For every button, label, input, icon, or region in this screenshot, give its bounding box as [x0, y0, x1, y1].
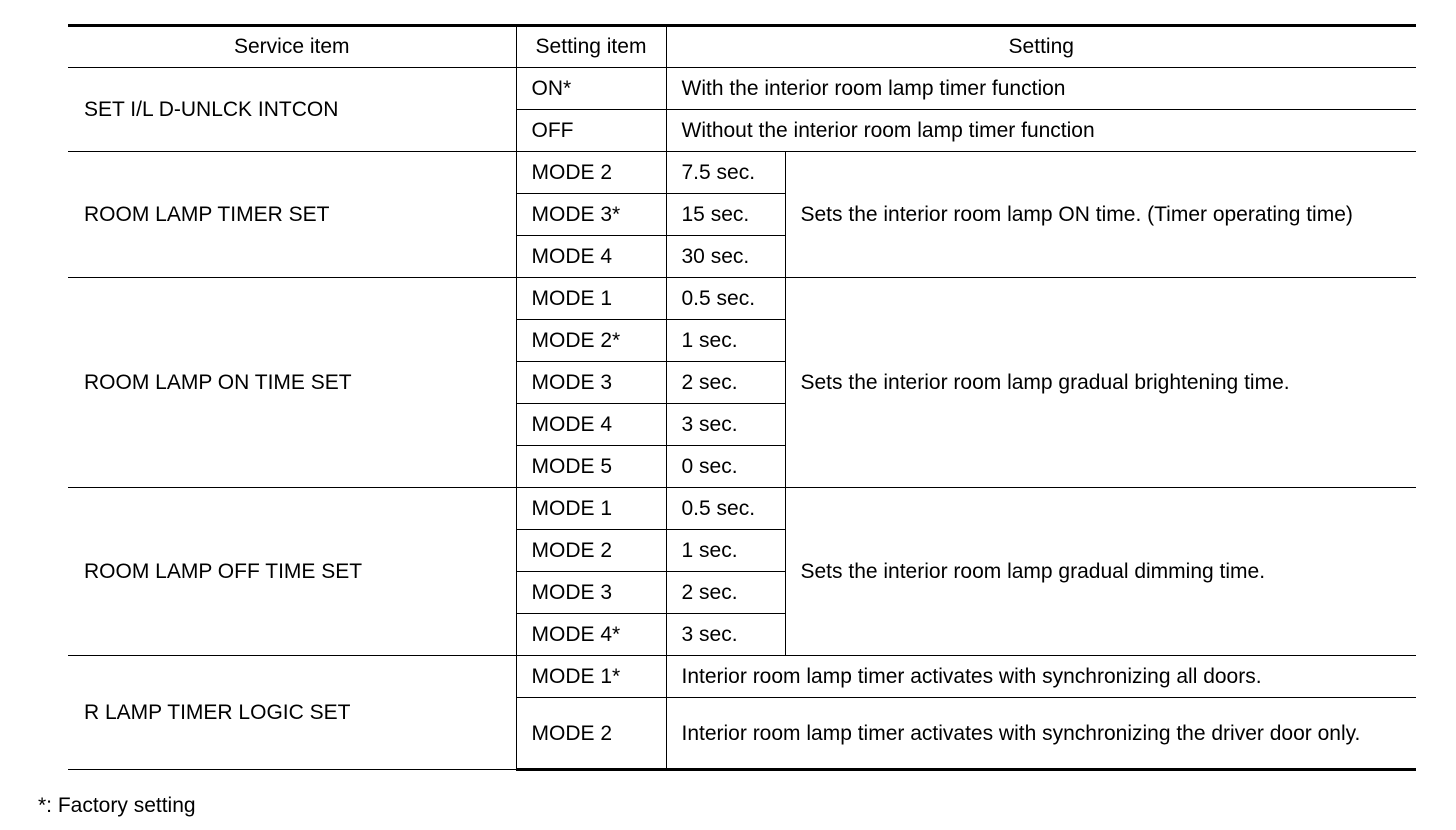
setting-item-cell: MODE 4*: [516, 614, 666, 656]
value-cell: 0 sec.: [666, 446, 785, 488]
value-cell: 0.5 sec.: [666, 488, 785, 530]
setting-item-cell: MODE 1*: [516, 656, 666, 698]
header-setting-item: Setting item: [516, 26, 666, 68]
table-row: [68, 68, 1416, 110]
header-setting: Setting: [666, 26, 1416, 68]
service-item-cell: ROOM LAMP ON TIME SET: [68, 278, 516, 488]
service-item-cell: ROOM LAMP OFF TIME SET: [68, 488, 516, 656]
setting-item-cell: MODE 3*: [516, 194, 666, 236]
header-service-item: Service item: [68, 26, 516, 68]
setting-item-cell: MODE 4: [516, 404, 666, 446]
setting-item-cell: MODE 1: [516, 278, 666, 320]
table-row: [68, 656, 1416, 698]
table-row: [68, 152, 1416, 194]
setting-item-cell: MODE 3: [516, 572, 666, 614]
setting-cell: Interior room lamp timer activates with synchronizing the driver door only.: [666, 698, 1416, 770]
description-cell: Sets the interior room lamp gradual dimming time.: [785, 488, 1416, 656]
value-cell: 2 sec.: [666, 362, 785, 404]
service-settings-table: [68, 24, 1416, 771]
value-cell: 30 sec.: [666, 236, 785, 278]
setting-item-cell: MODE 2*: [516, 320, 666, 362]
setting-item-cell: MODE 1: [516, 488, 666, 530]
header-row: [68, 26, 1416, 68]
service-item-cell: R LAMP TIMER LOGIC SET: [68, 656, 516, 770]
value-cell: 3 sec.: [666, 404, 785, 446]
service-item-cell: SET I/L D-UNLCK INTCON: [68, 68, 516, 152]
setting-cell: Without the interior room lamp timer function: [666, 110, 1416, 152]
setting-item-cell: MODE 4: [516, 236, 666, 278]
setting-item-cell: ON*: [516, 68, 666, 110]
setting-item-cell: MODE 2: [516, 698, 666, 770]
value-cell: 3 sec.: [666, 614, 785, 656]
setting-item-cell: MODE 5: [516, 446, 666, 488]
setting-item-cell: MODE 3: [516, 362, 666, 404]
value-cell: 15 sec.: [666, 194, 785, 236]
table-row: [68, 488, 1416, 530]
setting-item-cell: OFF: [516, 110, 666, 152]
setting-cell: With the interior room lamp timer function: [666, 68, 1416, 110]
setting-cell: Interior room lamp timer activates with synchronizing all doors.: [666, 656, 1416, 698]
factory-setting-footnote: *: Factory setting: [38, 794, 196, 817]
value-cell: 1 sec.: [666, 530, 785, 572]
value-cell: 2 sec.: [666, 572, 785, 614]
description-cell: Sets the interior room lamp ON time. (Timer operating time): [785, 152, 1416, 278]
setting-item-cell: MODE 2: [516, 530, 666, 572]
table-row: [68, 278, 1416, 320]
service-item-cell: ROOM LAMP TIMER SET: [68, 152, 516, 278]
value-cell: 7.5 sec.: [666, 152, 785, 194]
setting-item-cell: MODE 2: [516, 152, 666, 194]
value-cell: 0.5 sec.: [666, 278, 785, 320]
value-cell: 1 sec.: [666, 320, 785, 362]
description-cell: Sets the interior room lamp gradual brightening time.: [785, 278, 1416, 488]
